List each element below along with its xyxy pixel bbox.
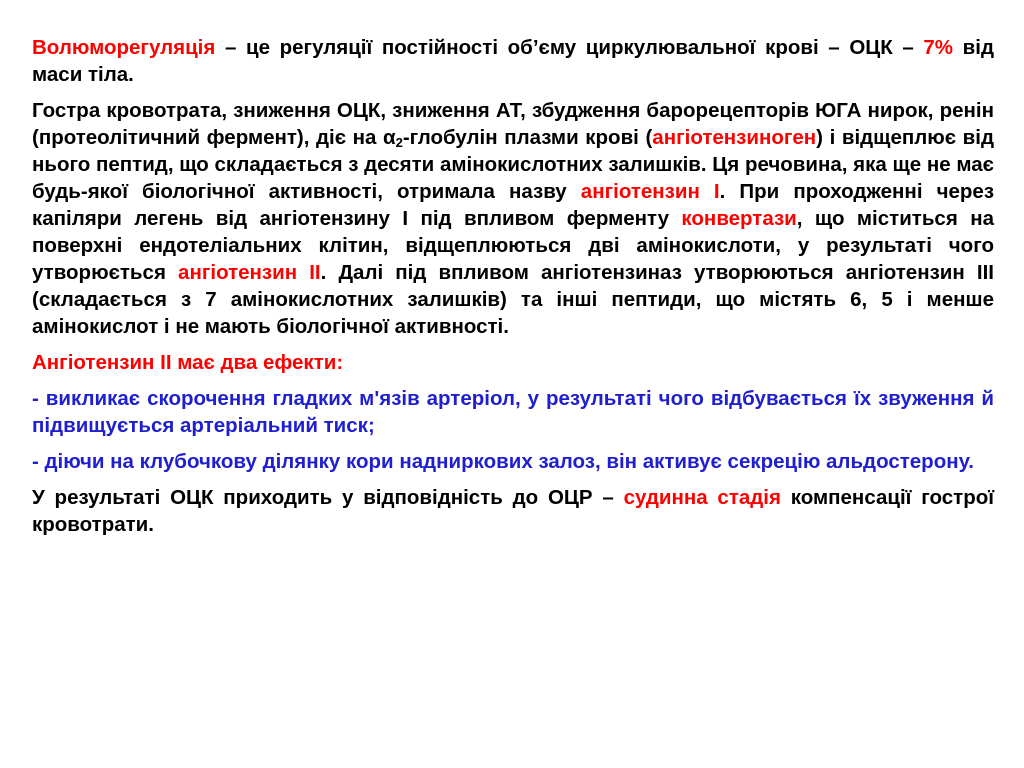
paragraph-volume-regulation [32, 34, 994, 88]
paragraph-conclusion [32, 484, 994, 538]
text-segment: Гостра кровотрата, зниження ОЦК, зниження АТ, збудження барорецепторів ЮГА нирок, ренін (протеолітичний фермент), діє на α [32, 99, 994, 149]
text-segment: У результаті ОЦК приходить у відповідність до ОЦР – [32, 486, 624, 509]
paragraph-acute-blood-loss [32, 97, 994, 340]
text-segment: . Далі під впливом ангіотензиназ утворюються ангіотензин ІІІ (складається з 7 амінокислотних залишків) та інші пептиди, що містять 6, 5 і менше амінокислот і не мають біологічної активності. [32, 261, 994, 338]
term-convertase: конвертази [681, 207, 797, 230]
effect-item-vasoconstriction: - викликає скорочення гладких м'язів артеріол, у результаті чого відбувається їх звуження й підвищується артеріальний тиск; [32, 387, 994, 437]
text-segment: компенсації гострої кровотрати. [32, 486, 995, 536]
term-angiotensin-1: ангіотензин І [580, 180, 720, 203]
term-angiotensinogen: ангіотензиноген [652, 126, 817, 149]
term-volume-regulation: Волюморегуляція [32, 36, 216, 59]
text-segment: від маси тіла. [32, 36, 994, 86]
text-segment: , що міститься на поверхні ендотеліальних клітин, відщеплюються дві амінокислоти, у результаті чого утворюється [32, 207, 995, 284]
slide-content [32, 34, 994, 547]
subscript: 2 [395, 135, 403, 150]
text-segment: – це регуляції постійності об’єму циркулювальної крові – ОЦК – [215, 36, 924, 59]
term-vascular-stage: судинна стадія [623, 486, 781, 509]
effects-heading: Ангіотензин ІІ має два ефекти: [32, 351, 344, 374]
text-segment: -глобулін плазми крові ( [402, 126, 653, 149]
percent-value: 7% [923, 36, 954, 59]
term-angiotensin-2: ангіотензин ІІ [178, 261, 321, 284]
text-segment: . При проходженні через капіляри легень від ангіотензину І під впливом ферменту [32, 180, 995, 230]
text-segment: ) і відщеплює від нього пептид, що складається з десяти амінокислотних залишків. Ця речовина, яка ще не має будь-якої біологічної активності, отримала назву [32, 126, 994, 203]
effect-item-aldosterone: - діючи на клубочкову ділянку кори надниркових залоз, він активує секрецію альдостерону. [32, 450, 974, 473]
